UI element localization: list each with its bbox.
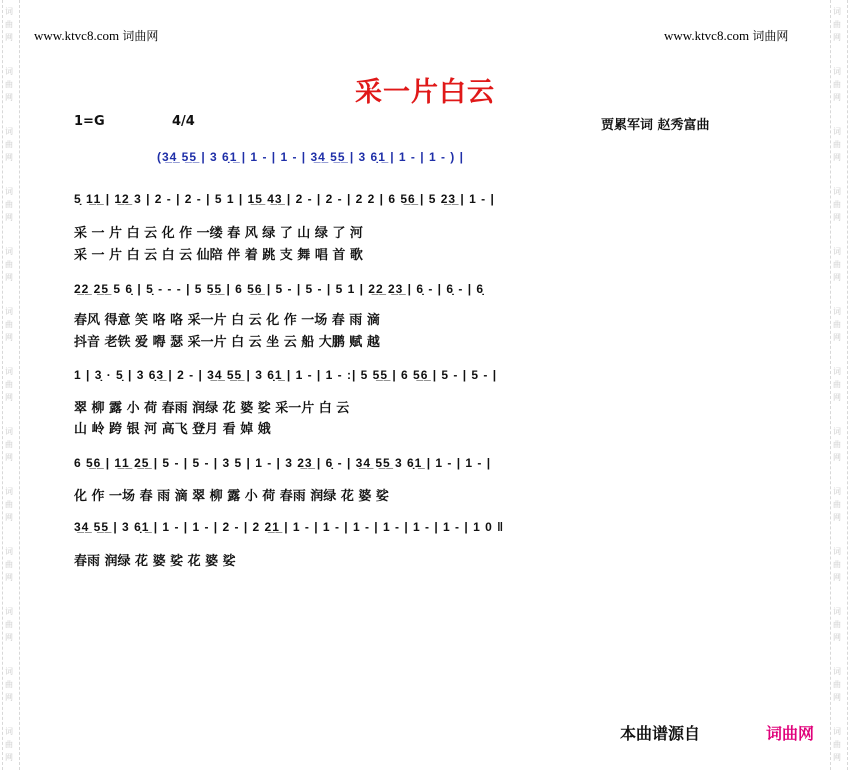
edge-watermark-char: 曲 xyxy=(5,260,13,269)
edge-watermark-char: 网 xyxy=(833,333,841,342)
edge-watermark-char: 网 xyxy=(5,573,13,582)
edge-watermark-char: 曲 xyxy=(833,380,841,389)
edge-watermark-char: 网 xyxy=(833,753,841,762)
source-label: 本曲谱源自 xyxy=(620,724,701,743)
edge-watermark-char: 词 xyxy=(5,307,13,316)
edge-watermark-char: 曲 xyxy=(833,620,841,629)
time-signature: 4/4 xyxy=(172,114,195,129)
edge-watermark-char: 网 xyxy=(5,273,13,282)
edge-watermark-char: 网 xyxy=(5,33,13,42)
edge-watermark-char: 网 xyxy=(5,213,13,222)
edge-watermark-char: 词 xyxy=(5,667,13,676)
edge-watermark-char: 网 xyxy=(5,393,13,402)
edge-watermark-char: 网 xyxy=(5,453,13,462)
edge-watermark-char: 词 xyxy=(833,607,841,616)
edge-watermark-char: 网 xyxy=(5,633,13,642)
score-row-5: 3̲4̲ 5̲5̲ | 3 6̣1̲ | 1 - | 1 - | 2 - | 2 2̲1̲ | 1 - | 1 - | 1 - | 1 - | 1 - | 1 - | 1 0 ‖ xyxy=(74,520,505,534)
edge-watermark-char: 词 xyxy=(833,127,841,136)
edge-watermark-char: 词 xyxy=(833,547,841,556)
source-brand: 词曲网 xyxy=(766,724,815,743)
edge-watermark-char: 网 xyxy=(833,393,841,402)
edge-watermark-char: 词 xyxy=(5,247,13,256)
edge-watermark-char: 词 xyxy=(833,427,841,436)
edge-watermark-char: 曲 xyxy=(833,680,841,689)
edge-watermark-char: 曲 xyxy=(5,440,13,449)
score-row-4: 6 5̲6̲ | 1̲1̲ 2̲5̲ | 5 - | 5 - | 3 5 | 1 - | 3 2̲3̲ | 6̣ - | 3̲4̲ 5̲5̲ 3 6̣1̲ | 1 - | 1 - | xyxy=(74,456,492,470)
score-row-1: 5̣ 1̲1̲ | 1̲2̲ 3 | 2 - | 2 - | 5 1 | 1̲5̲ 4̲3̲ | 2 - | 2 - | 2 2 | 6 5̲6̲ | 5 2̲3̲ | 1 - | xyxy=(74,192,495,206)
edge-watermark-char: 网 xyxy=(833,633,841,642)
lyrics-row-3-verse-1: 翠 柳 露 小 荷 春雨 润绿 花 婆 娑 采一片 白 云 xyxy=(74,401,350,416)
edge-watermark-char: 曲 xyxy=(5,380,13,389)
site-label-right xyxy=(664,27,788,44)
edge-watermark-char: 词 xyxy=(5,607,13,616)
edge-watermark-char: 曲 xyxy=(5,500,13,509)
edge-watermark-char: 词 xyxy=(833,7,841,16)
lyrics-row-2-verse-2: 抖音 老铁 爱 嘚 瑟 采一片 白 云 坐 云 船 大鹏 赋 越 xyxy=(74,335,380,350)
edge-watermark-char: 词 xyxy=(5,67,13,76)
edge-watermark-char: 词 xyxy=(5,727,13,736)
edge-watermark-char: 词 xyxy=(833,187,841,196)
edge-watermark-char: 曲 xyxy=(833,440,841,449)
edge-watermark-char: 曲 xyxy=(833,500,841,509)
edge-watermark-char: 曲 xyxy=(833,260,841,269)
lyrics-row-3-verse-2: 山 岭 跨 银 河 高飞 登月 看 婥 娥 xyxy=(74,422,271,437)
edge-watermark-char: 曲 xyxy=(833,200,841,209)
edge-watermark-char: 网 xyxy=(833,213,841,222)
edge-watermark-char: 网 xyxy=(5,693,13,702)
site-url-right: www.ktvc8.com xyxy=(664,28,750,43)
lyrics-row-4-verse-1: 化 作 一场 春 雨 滴 翠 柳 露 小 荷 春雨 润绿 花 婆 娑 xyxy=(74,489,389,504)
edge-watermark-char: 网 xyxy=(833,33,841,42)
edge-watermark-char: 网 xyxy=(5,753,13,762)
edge-watermark-char: 词 xyxy=(5,187,13,196)
edge-watermark-char: 曲 xyxy=(833,320,841,329)
edge-watermark-char: 词 xyxy=(5,367,13,376)
lyrics-row-2-verse-1: 春风 得意 笑 咯 咯 采一片 白 云 化 作 一场 春 雨 滴 xyxy=(74,313,380,328)
credits: 贾累军词 赵秀富曲 xyxy=(601,118,710,133)
edge-watermark-char: 网 xyxy=(833,93,841,102)
edge-watermark-char: 曲 xyxy=(833,20,841,29)
edge-watermark-char: 曲 xyxy=(5,80,13,89)
edge-watermark-char: 网 xyxy=(833,573,841,582)
lyrics-row-1-verse-1: 采 一 片 白 云 化 作 一缕 春 风 绿 了 山 绿 了 河 xyxy=(74,226,363,241)
edge-watermark-char: 词 xyxy=(833,247,841,256)
site-url-left: www.ktvc8.com xyxy=(34,28,120,43)
edge-watermark-char: 词 xyxy=(5,427,13,436)
edge-watermark-char: 词 xyxy=(833,727,841,736)
edge-watermark-char: 曲 xyxy=(5,560,13,569)
edge-watermark-char: 词 xyxy=(833,67,841,76)
score-row-3: 1 | 3̣ · 5̣ | 3 6̣3̲ | 2 - | 3̲4̲ 5̲5̲ | 3 6̣1̲ | 1 - | 1 - :| 5 5̲5̲ | 6 5̲6̲ | 5 - | 5 - | xyxy=(74,368,498,382)
edge-watermark-char: 曲 xyxy=(5,320,13,329)
edge-watermark-char: 网 xyxy=(5,93,13,102)
edge-watermark-char: 词 xyxy=(833,487,841,496)
edge-watermark-char: 曲 xyxy=(5,680,13,689)
song-title: 采一片白云 xyxy=(355,77,495,108)
edge-watermark-char: 网 xyxy=(833,513,841,522)
edge-watermark-char: 曲 xyxy=(833,740,841,749)
edge-watermark-char: 词 xyxy=(833,667,841,676)
edge-watermark-char: 曲 xyxy=(833,140,841,149)
site-name-right: 词曲网 xyxy=(752,29,789,43)
edge-watermark-char: 网 xyxy=(833,693,841,702)
lyrics-row-1-verse-2: 采 一 片 白 云 白 云 仙陪 伴 着 跳 支 舞 唱 首 歌 xyxy=(74,248,363,263)
edge-watermark-char: 网 xyxy=(5,513,13,522)
edge-watermark-char: 网 xyxy=(5,333,13,342)
edge-watermark-char: 曲 xyxy=(5,20,13,29)
edge-watermark-char: 曲 xyxy=(5,200,13,209)
edge-watermark-char: 网 xyxy=(833,153,841,162)
lyrics-row-5-verse-1: 春雨 润绿 花 婆 娑 花 婆 娑 xyxy=(74,554,236,569)
edge-watermark-char: 曲 xyxy=(5,620,13,629)
edge-watermark-char: 曲 xyxy=(5,740,13,749)
edge-watermark-char: 词 xyxy=(833,367,841,376)
score-intro: (3̲4̲ 5̲5̲ | 3 6̣1̲ | 1 - | 1 - | 3̲4̲ 5̲5̲ | 3 6̣1̲ | 1 - | 1 - ) | xyxy=(157,150,464,164)
edge-watermark-char: 词 xyxy=(5,547,13,556)
site-name-left: 词曲网 xyxy=(122,29,159,43)
edge-watermark-char: 曲 xyxy=(833,560,841,569)
edge-watermark-char: 曲 xyxy=(833,80,841,89)
edge-watermark-char: 词 xyxy=(5,7,13,16)
site-label-left xyxy=(34,27,158,44)
score-row-2: 2̲2̲ 2̲5̲ 5 6̣ | 5̣ - - - | 5 5̲5̲ | 6 5̲6̲ | 5 - | 5 - | 5 1 | 2̲2̲ 2̲3̲ | 6̣ - | 6̣ - | 6̣ xyxy=(74,282,485,296)
edge-watermark-char: 网 xyxy=(833,273,841,282)
edge-watermark-char: 网 xyxy=(5,153,13,162)
edge-watermark-char: 词 xyxy=(5,487,13,496)
edge-watermark-char: 曲 xyxy=(5,140,13,149)
key-signature: 1=G xyxy=(74,114,105,129)
edge-watermark-char: 词 xyxy=(833,307,841,316)
edge-watermark-char: 网 xyxy=(833,453,841,462)
edge-watermark-char: 词 xyxy=(5,127,13,136)
